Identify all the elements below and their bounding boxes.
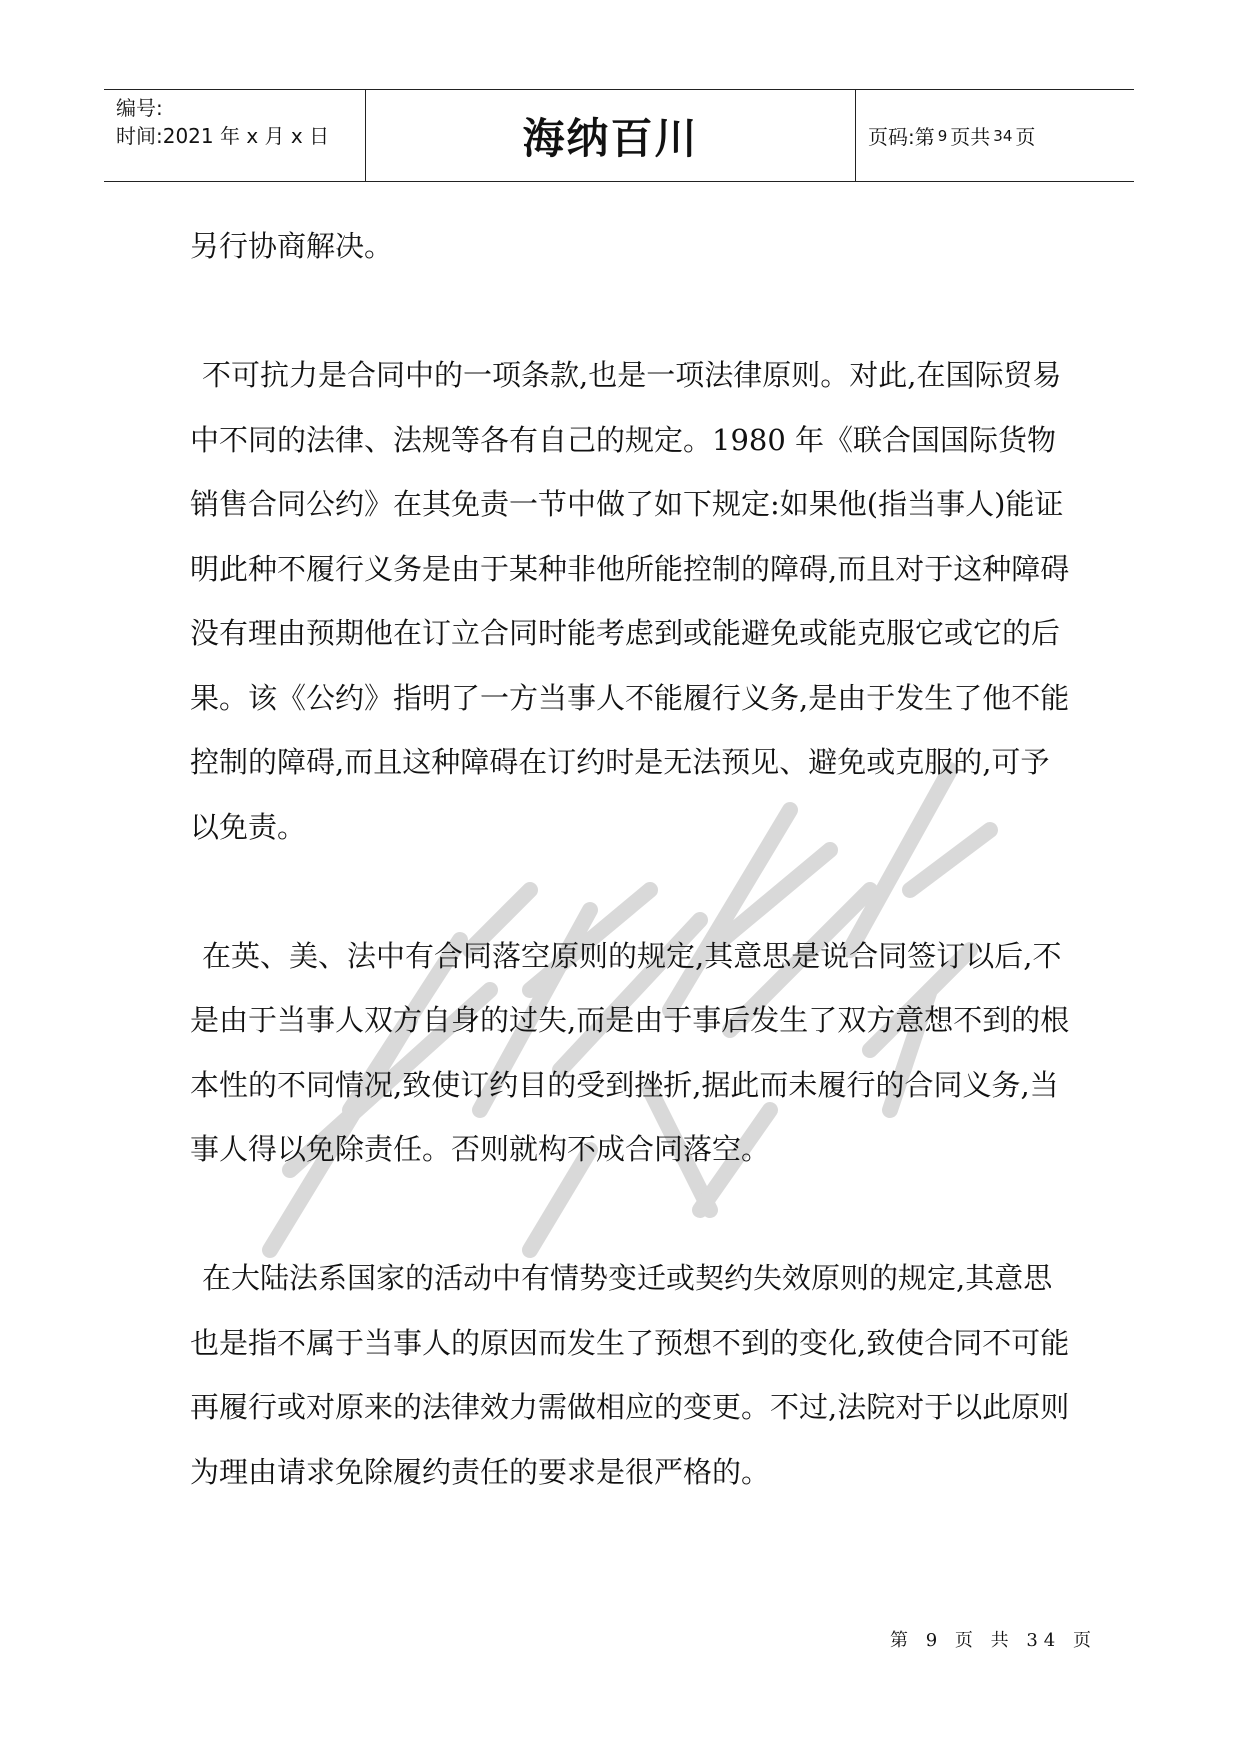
page-footer: 第 9 页 共 34 页	[890, 1630, 1097, 1651]
date-label: 时间:2021 年 x 月 x 日	[116, 124, 330, 148]
page-total: 34	[993, 126, 1013, 145]
document-body	[190, 214, 1070, 1504]
header-title: 海纳百川	[366, 90, 856, 181]
page-suffix: 页	[1015, 125, 1036, 149]
header-page-number	[856, 90, 1134, 181]
page-header	[104, 89, 1134, 182]
page-middle: 页共	[950, 125, 991, 149]
paragraph: 另行协商解决。	[190, 229, 394, 263]
paragraph: 在英、美、法中有合同落空原则的规定,其意思是说合同签订以后,不是由于当事人双方自身的过失,而是由于事后发生了双方意想不到的根本性的不同情况,致使订约目的受到挫折,据此而未履行的合同义务,当事人得以免除责任。否则就构不成合同落空。	[190, 938, 1070, 1166]
paragraph: 在大陆法系国家的活动中有情势变迁或契约失效原则的规定,其意思也是指不属于当事人的原因而发生了预想不到的变化,致使合同不可能再履行或对原来的法律效力需做相应的变更。不过,法院对于以此原则为理由请求免除履约责任的要求是很严格的。	[190, 1261, 1070, 1489]
header-meta	[104, 90, 366, 181]
paragraph: 不可抗力是合同中的一项条款,也是一项法律原则。对此,在国际贸易中不同的法律、法规等各有自己的规定。1980 年《联合国国际货物销售合同公约》在其免责一节中做了如下规定:如果他(指当事人)能证明此种不履行义务是由于某种非他所能控制的障碍,而且对于这种障碍没有理由预期他在订立合同时能考虑到或能避免或能克服它或它的后果。该《公约》指明了一方当事人不能履行义务,是由于发生了他不能控制的障碍,而且这种障碍在订约时是无法预见、避免或克服的,可予以免责。	[190, 358, 1070, 844]
serial-number-label: 编号:	[116, 96, 163, 120]
page-prefix: 页码:第	[868, 125, 935, 149]
page-current: 9	[937, 126, 948, 145]
